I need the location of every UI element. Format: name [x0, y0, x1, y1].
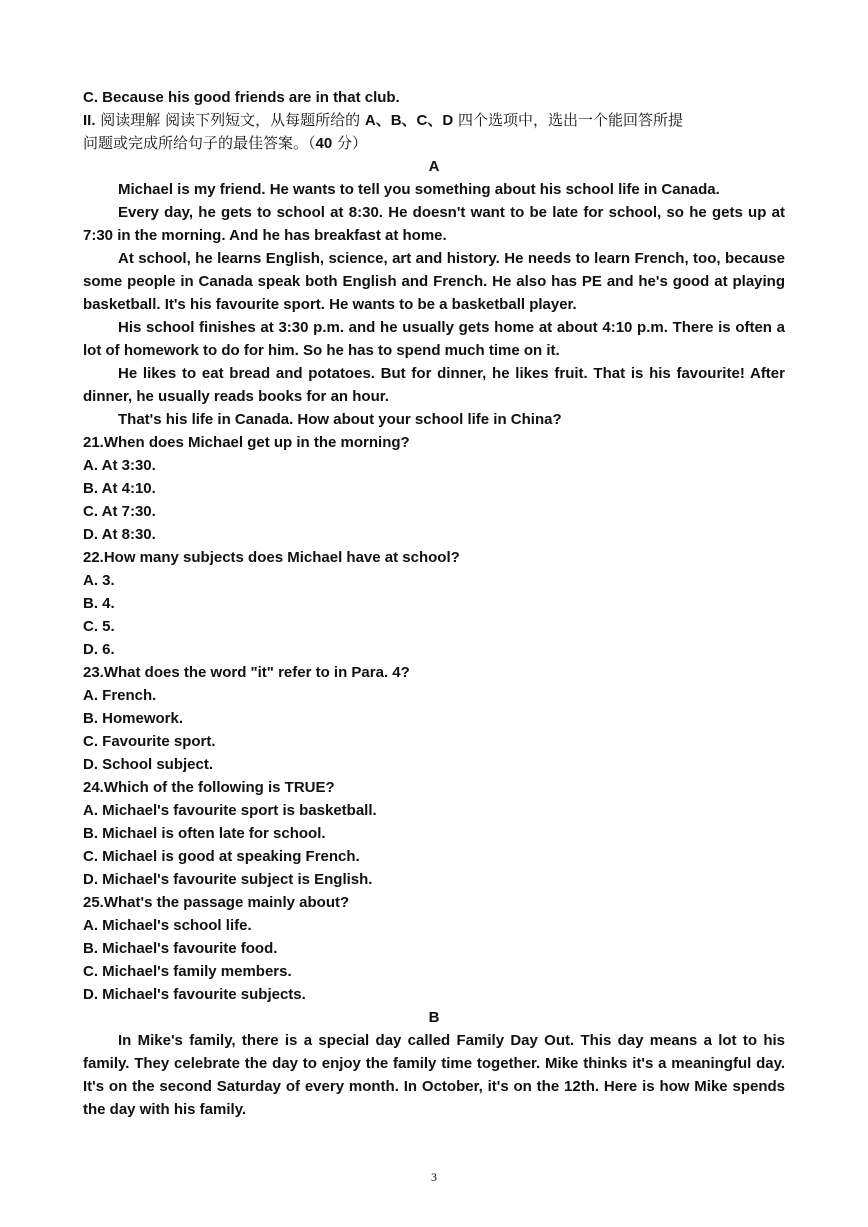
page-number: 3 — [431, 1170, 437, 1184]
answer-option: B. Homework. — [83, 710, 184, 727]
section-line2-part2: 分） — [336, 134, 367, 152]
answer-option: C. Favourite sport. — [83, 733, 216, 750]
question-24 — [83, 776, 785, 891]
section-instructions — [83, 109, 785, 132]
answer-option: B. Michael is often late for school. — [83, 825, 326, 842]
question-23 — [83, 661, 785, 776]
answer-option: D. At 8:30. — [83, 526, 156, 543]
section-option-letters: A、B、C、D — [364, 112, 454, 129]
section-title-part2: 四个选项中，选出一个能回答所提 — [457, 111, 683, 129]
answer-option: A. French. — [83, 687, 157, 704]
passage-b-paragraph: In Mike's family, there is a special day called Family Day Out. This day means a lot to his family. They celebrate the day to enjoy the family time together. Mike thinks it's a meaningful day. It's on the second Saturday of every month. In October, it's on the 12th. Here is how Mike spends the day with his family. — [83, 1032, 785, 1118]
document-page — [83, 86, 785, 1121]
answer-option: A. At 3:30. — [83, 457, 156, 474]
question-25 — [83, 891, 785, 1006]
answer-option: D. Michael's favourite subject is English. — [83, 871, 373, 888]
passage-a-paragraph-1: Michael is my friend. He wants to tell you something about his school life in Canada. — [118, 181, 720, 198]
question-stem: 24.Which of the following is TRUE? — [83, 779, 335, 796]
question-22 — [83, 546, 785, 661]
section-number: II. — [83, 112, 96, 129]
answer-option: B. At 4:10. — [83, 480, 156, 497]
option-c-previous-question: C. Because his good friends are in that club. — [83, 89, 400, 106]
question-stem: 25.What's the passage mainly about? — [83, 894, 350, 911]
passage-a-paragraph-6: That's his life in Canada. How about your school life in China? — [118, 411, 562, 428]
question-stem: 22.How many subjects does Michael have at school? — [83, 549, 460, 566]
answer-option: D. School subject. — [83, 756, 214, 773]
answer-option: C. Michael is good at speaking French. — [83, 848, 360, 865]
answer-option: B. Michael's favourite food. — [83, 940, 278, 957]
question-stem: 21.When does Michael get up in the morning? — [83, 434, 410, 451]
section-line2-part1: 问题或完成所给句子的最佳答案。（ — [83, 134, 316, 152]
answer-option: D. Michael's favourite subjects. — [83, 986, 306, 1003]
answer-option: A. Michael's favourite sport is basketball. — [83, 802, 377, 819]
passage-a-heading: A — [428, 158, 440, 175]
passage-a-paragraph-4: His school finishes at 3:30 p.m. and he usually gets home at about 4:10 p.m. There is often a lot of homework to do for him. So he has to spend much time on it. — [83, 319, 785, 359]
section-instructions-line2 — [83, 132, 785, 155]
answer-option: A. Michael's school life. — [83, 917, 252, 934]
passage-a-paragraph-2: Every day, he gets to school at 8:30. He doesn't want to be late for school, so he gets up at 7:30 in the morning. And he has breakfast at home. — [83, 204, 785, 244]
passage-b-heading: B — [428, 1009, 440, 1026]
section-title-part1: 阅读理解 阅读下列短文，从每题所给的 — [100, 111, 361, 129]
answer-option: C. At 7:30. — [83, 503, 156, 520]
answer-option: C. 5. — [83, 618, 115, 635]
answer-option: C. Michael's family members. — [83, 963, 292, 980]
passage-a-paragraph-3: At school, he learns English, science, art and history. He needs to learn French, too, because some people in Canada speak both English and French. He also has PE and he's good at playing basketball. It's his favourite sport. He wants to be a basketball player. — [83, 250, 785, 313]
passage-a-paragraph-5: He likes to eat bread and potatoes. But for dinner, he likes fruit. That is his favourite! After dinner, he usually reads books for an hour. — [83, 365, 785, 405]
answer-option: A. 3. — [83, 572, 115, 589]
answer-option: D. 6. — [83, 641, 115, 658]
question-stem: 23.What does the word "it" refer to in Para. 4? — [83, 664, 410, 681]
question-21 — [83, 431, 785, 546]
section-points: 40 — [315, 135, 333, 152]
answer-option: B. 4. — [83, 595, 115, 612]
